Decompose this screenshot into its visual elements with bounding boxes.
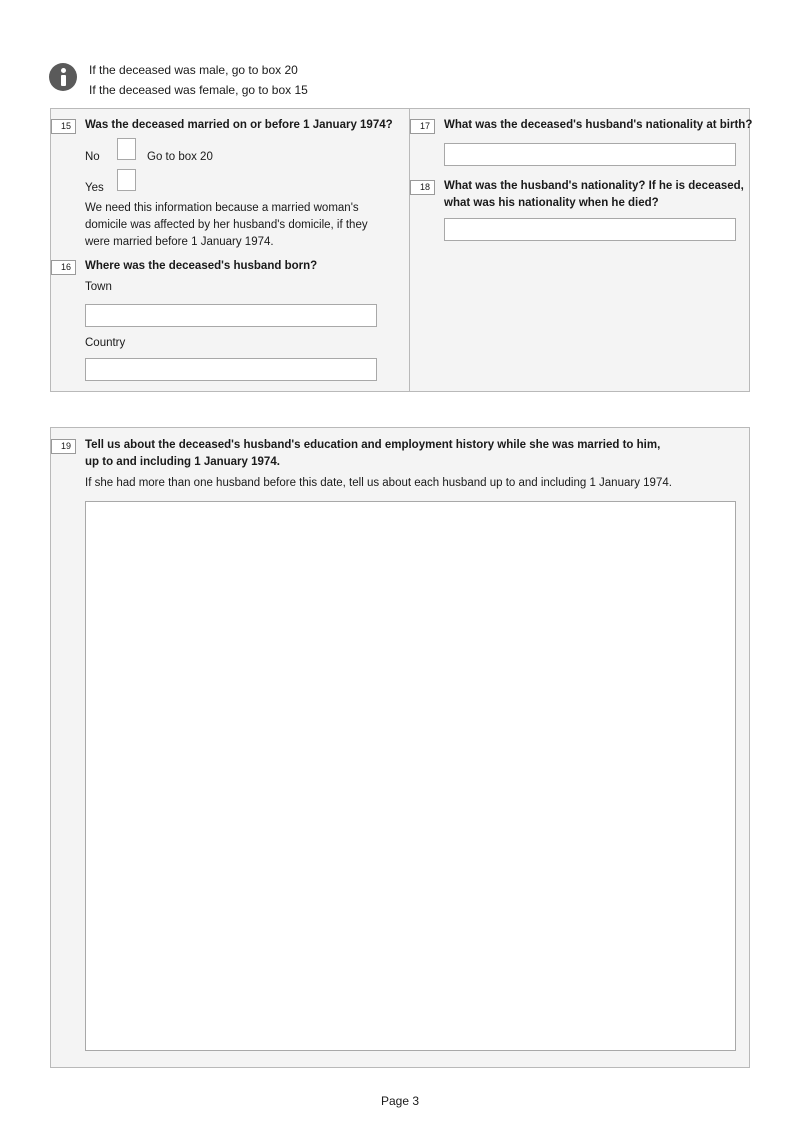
no-label: No — [85, 151, 100, 163]
town-label: Town — [85, 281, 112, 293]
history-textarea[interactable] — [85, 501, 736, 1051]
country-input[interactable] — [85, 358, 377, 381]
page-number: Page 3 — [380, 1094, 420, 1108]
question-19-line-2: up to and including 1 January 1974. — [85, 456, 280, 468]
country-label: Country — [85, 337, 126, 349]
question-18-line-1: What was the husband's nationality? If he is deceased, — [444, 180, 744, 192]
no-goto-note: Go to box 20 — [147, 151, 213, 163]
panel-divider — [409, 109, 410, 391]
box-number-17: 17 — [410, 119, 435, 134]
info-text-male: If the deceased was male, go to box 20 — [89, 63, 298, 77]
box-number-15: 15 — [51, 119, 76, 134]
town-input[interactable] — [85, 304, 377, 327]
nationality-at-death-input[interactable] — [444, 218, 736, 241]
explanation-line-3: were married before 1 January 1974. — [85, 236, 274, 248]
box-number-18: 18 — [410, 180, 435, 195]
yes-checkbox[interactable] — [117, 169, 136, 191]
yes-label: Yes — [85, 182, 104, 194]
nationality-at-birth-input[interactable] — [444, 143, 736, 166]
question-17: What was the deceased's husband's nationality at birth? — [444, 119, 753, 131]
explanation-line-2: domicile was affected by her husband's domicile, if they — [85, 219, 368, 231]
info-text-female: If the deceased was female, go to box 15 — [89, 83, 308, 97]
question-18-line-2: what was his nationality when he died? — [444, 197, 659, 209]
info-icon — [49, 63, 77, 91]
question-15: Was the deceased married on or before 1 January 1974? — [85, 119, 393, 131]
box-number-19: 19 — [51, 439, 76, 454]
no-checkbox[interactable] — [117, 138, 136, 160]
question-16: Where was the deceased's husband born? — [85, 260, 318, 272]
box-number-16: 16 — [51, 260, 76, 275]
question-19-note: If she had more than one husband before this date, tell us about each husband up to and including 1 January 1974. — [85, 477, 672, 489]
question-19-line-1: Tell us about the deceased's husband's education and employment history while she was married to him, — [85, 439, 661, 451]
explanation-line-1: We need this information because a married woman's — [85, 202, 359, 214]
